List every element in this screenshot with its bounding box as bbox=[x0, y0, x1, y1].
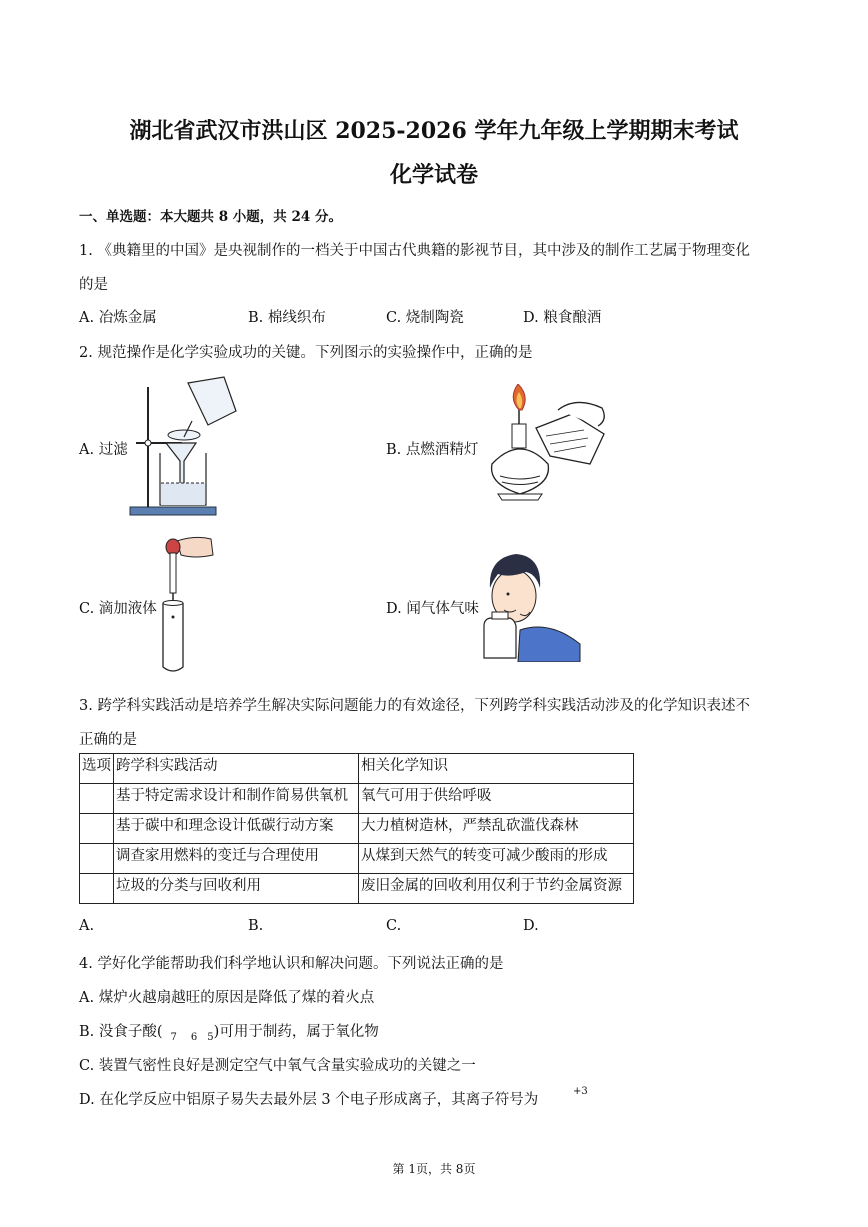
table-header-row bbox=[80, 754, 634, 784]
q2-option-a: A. 过滤 bbox=[79, 442, 128, 458]
table-header-cell: 选项 bbox=[80, 754, 114, 784]
q1-option-d: D. 粮食酿酒 bbox=[523, 310, 602, 326]
table-cell: 基于特定需求设计和制作简易供氧机 bbox=[114, 784, 359, 814]
filtration-figure bbox=[126, 373, 251, 520]
q3-option-a: A. bbox=[79, 918, 95, 934]
page-title-line2: 化学试卷 bbox=[389, 162, 478, 188]
dropper-figure bbox=[155, 533, 215, 675]
table-cell: 大力植树造林，严禁乱砍滥伐森林 bbox=[359, 814, 634, 844]
table-cell bbox=[80, 814, 114, 844]
q3-option-d: D. bbox=[523, 918, 539, 934]
formula-subscript: 7 bbox=[170, 1031, 177, 1043]
ion-charge-superscript: +3 bbox=[573, 1086, 588, 1097]
q1-option-b: B. 棉线织布 bbox=[248, 310, 326, 326]
q4-option-b bbox=[79, 1020, 379, 1043]
formula-subscript: 5 bbox=[207, 1031, 214, 1043]
table-row bbox=[80, 874, 634, 904]
q3-stem-line1: 3. 跨学科实践活动是培养学生解决实际问题能力的有效途径，下列跨学科实践活动涉及的化学知识表述不 bbox=[79, 698, 750, 714]
formula-subscript: 6 bbox=[190, 1031, 198, 1043]
q1-option-c: C. 烧制陶瓷 bbox=[386, 310, 464, 326]
q3-option-c: C. bbox=[386, 918, 402, 934]
q2-option-b: B. 点燃酒精灯 bbox=[386, 442, 479, 458]
q4-option-d: D. 在化学反应中铝原子易失去最外层 3 个电子形成离子，其离子符号为 bbox=[79, 1092, 539, 1108]
q3-table bbox=[79, 753, 634, 904]
table-header-cell: 相关化学知识 bbox=[359, 754, 634, 784]
section-heading: 一、单选题：本大题共 8 小题，共 24 分。 bbox=[79, 209, 342, 225]
table-row bbox=[80, 814, 634, 844]
q3-stem-line2: 正确的是 bbox=[79, 732, 137, 748]
table-cell bbox=[80, 844, 114, 874]
table-cell: 氧气可用于供给呼吸 bbox=[359, 784, 634, 814]
table-row bbox=[80, 784, 634, 814]
q4-option-a: A. 煤炉火越扇越旺的原因是降低了煤的着火点 bbox=[79, 990, 375, 1006]
table-header-cell: 跨学科实践活动 bbox=[114, 754, 359, 784]
q1-stem-line1: 1. 《典籍里的中国》是央视制作的一档关于中国古代典籍的影视节目，其中涉及的制作工艺属于物理变化 bbox=[79, 243, 750, 259]
q2-option-d: D. 闻气体气味 bbox=[386, 601, 479, 617]
table-cell: 垃圾的分类与回收利用 bbox=[114, 874, 359, 904]
q1-option-a: A. 冶炼金属 bbox=[79, 310, 157, 326]
table-row bbox=[80, 844, 634, 874]
table-cell: 调查家用燃料的变迁与合理使用 bbox=[114, 844, 359, 874]
q2-option-c: C. 滴加液体 bbox=[79, 601, 157, 617]
q4-option-b-suffix: )可用于制药，属于氧化物 bbox=[213, 1024, 379, 1040]
q4-option-b-prefix: B. 没食子酸( bbox=[79, 1024, 163, 1040]
q3-option-b: B. bbox=[248, 918, 264, 934]
table-cell bbox=[80, 874, 114, 904]
table-cell: 从煤到天然气的转变可减少酸雨的形成 bbox=[359, 844, 634, 874]
table-cell: 基于碳中和理念设计低碳行动方案 bbox=[114, 814, 359, 844]
table-cell: 废旧金属的回收利用仅利于节约金属资源 bbox=[359, 874, 634, 904]
page-footer: 第 1页，共 8页 bbox=[392, 1162, 476, 1176]
smelling-gas-figure bbox=[480, 548, 582, 662]
q4-stem: 4. 学好化学能帮助我们科学地认识和解决问题。下列说法正确的是 bbox=[79, 956, 504, 972]
table-cell bbox=[80, 784, 114, 814]
alcohol-lamp-figure bbox=[480, 384, 610, 504]
q4-option-c: C. 装置气密性良好是测定空气中氧气含量实验成功的关键之一 bbox=[79, 1058, 476, 1074]
q2-stem: 2. 规范操作是化学实验成功的关键。下列图示的实验操作中，正确的是 bbox=[79, 345, 533, 361]
q1-stem-line2: 的是 bbox=[79, 277, 108, 293]
page-title-line1: 湖北省武汉市洪山区 2025-2026 学年九年级上学期期末考试 bbox=[129, 118, 739, 144]
